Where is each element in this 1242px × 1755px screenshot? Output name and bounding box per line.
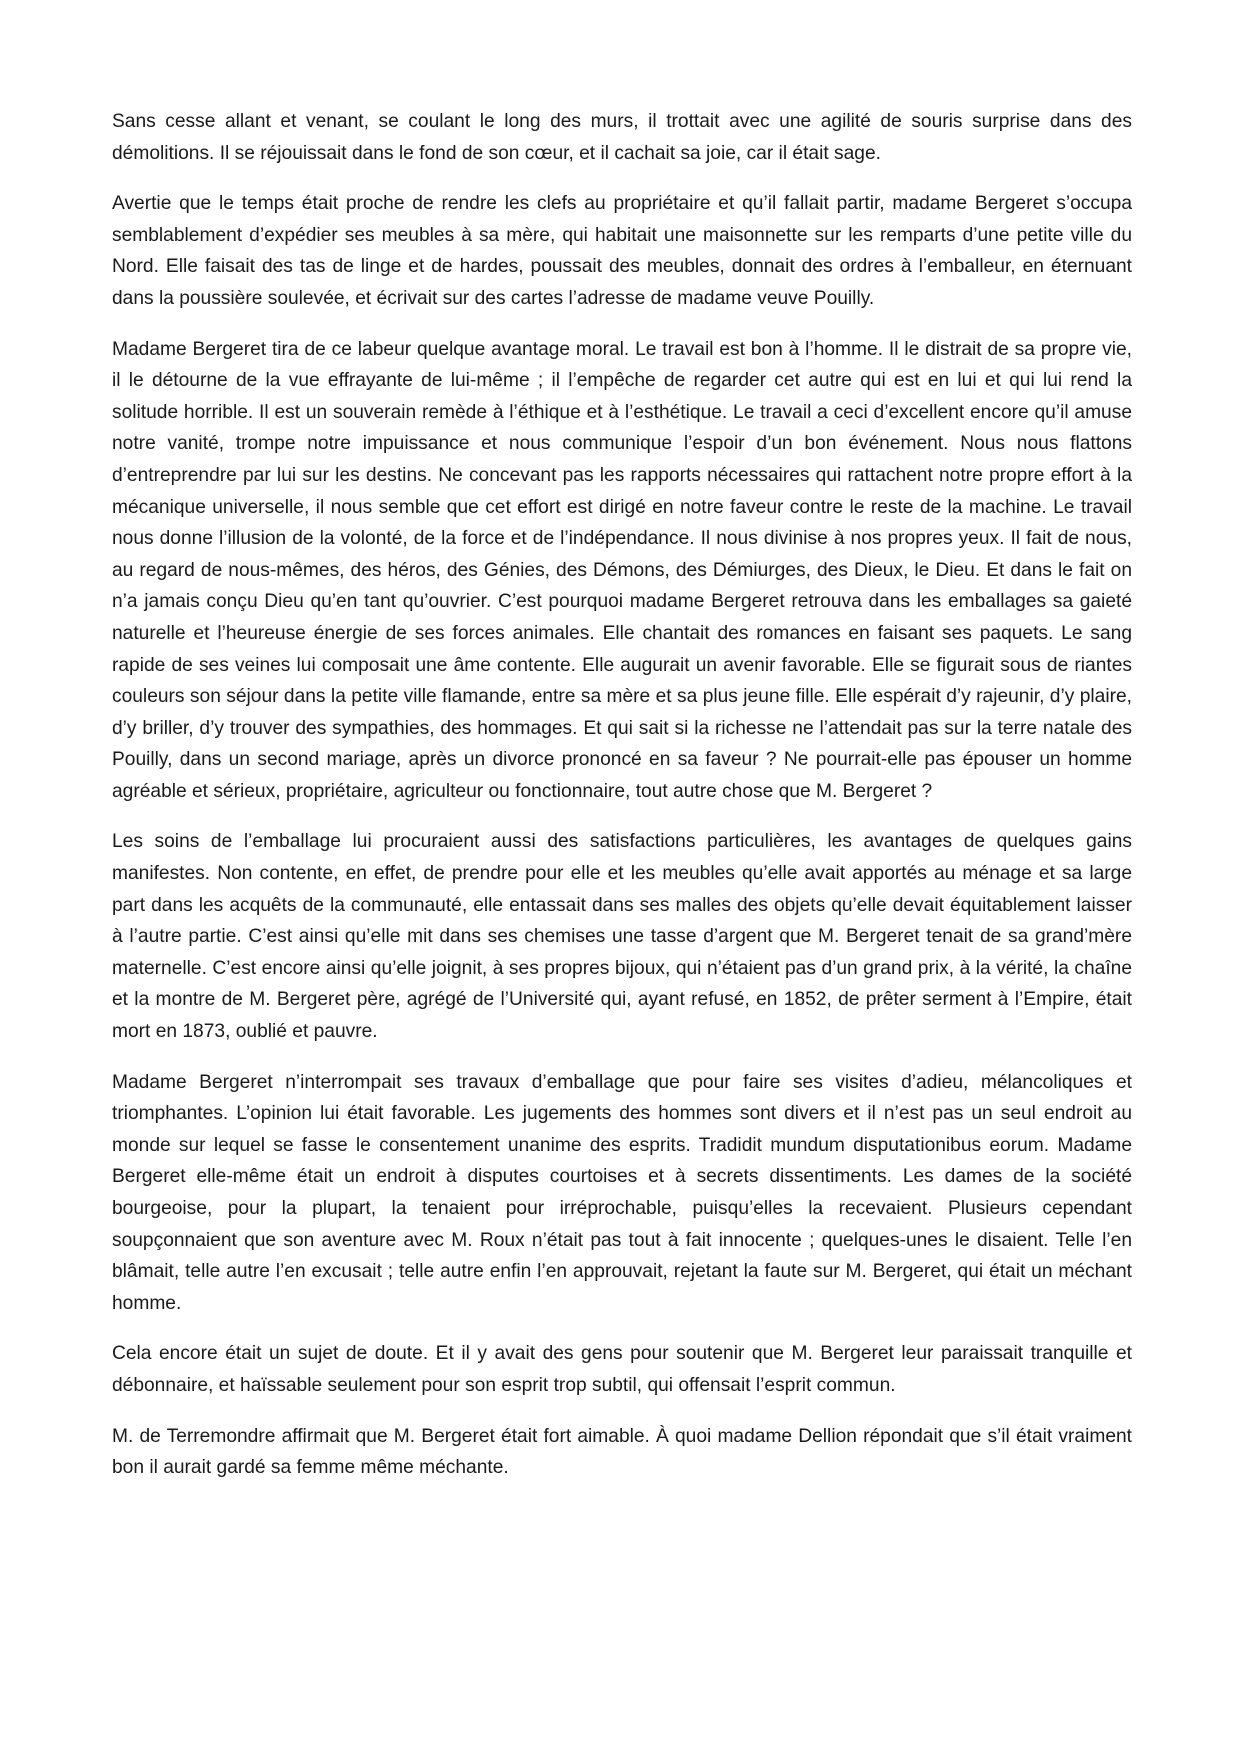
paragraph-6: Cela encore était un sujet de doute. Et il y avait des gens pour soutenir que M. Bergeret leur paraissait tranquille et débonnaire, et haïssable seulement pour son esprit trop subtil, qui offensait l’esprit commun. xyxy=(112,1343,1132,1396)
paragraph-2: Avertie que le temps était proche de rendre les clefs au propriétaire et qu’il fallait partir, madame Bergeret s’occupa semblablement d’expédier ses meubles à sa mère, qui habitait une maisonnette sur les remparts d’une petite ville du Nord. Elle faisait des tas de linge et de hardes, poussait des meubles, donnait des ordres à l’emballeur, en éternuant dans la poussière soulevée, et écrivait sur des cartes l’adresse de madame veuve Pouilly. xyxy=(112,193,1132,309)
paragraph-4: Les soins de l’emballage lui procuraient aussi des satisfactions particulières, les avantages de quelques gains manifestes. Non contente, en effet, de prendre pour elle et les meubles qu’elle avait apportés au ménage et sa large part dans les acquêts de la communauté, elle entassait dans ses malles des objets qu’elle devait équitablement laisser à l’autre partie. C’est ainsi qu’elle mit dans ses chemises une tasse d’argent que M. Bergeret tenait de sa grand’mère maternelle. C’est encore ainsi qu’elle joignit, à ses propres bijoux, qui n’étaient pas d’un grand prix, à la vérité, la chaîne et la montre de M. Bergeret père, agrégé de l’Université qui, ayant refusé, en 1852, de prêter serment à l’Empire, était mort en 1873, oublié et pauvre. xyxy=(112,831,1132,1043)
document-page xyxy=(112,106,1132,1503)
paragraph-5: Madame Bergeret n’interrompait ses travaux d’emballage que pour faire ses visites d’adieu, mélancoliques et triomphantes. L’opinion lui était favorable. Les jugements des hommes sont divers et il n’est pas un seul endroit au monde sur lequel se fasse le consentement unanime des esprits. Tradidit mundum disputationibus eorum. Madame Bergeret elle-même était un endroit à disputes courtoises et à secrets dissentiments. Les dames de la société bourgeoise, pour la plupart, la tenaient pour irréprochable, puisqu’elles la recevaient. Plusieurs cependant soupçonnaient que son aventure avec M. Roux n’était pas tout à fait innocente ; quelques-unes le disaient. Telle l’en blâmait, telle autre l’en excusait ; telle autre enfin l’en approuvait, rejetant la faute sur M. Bergeret, qui était un méchant homme. xyxy=(112,1071,1132,1314)
paragraph-7: M. de Terremondre affirmait que M. Bergeret était fort aimable. À quoi madame Dellion répondait que s’il était vraiment bon il aurait gardé sa femme même méchante. xyxy=(112,1425,1132,1479)
paragraph-3: Madame Bergeret tira de ce labeur quelque avantage moral. Le travail est bon à l’homme. Il le distrait de sa propre vie, il le détourne de la vue effrayante de lui-même ; il l’empêche de regarder cet autre qui est en lui et qui lui rend la solitude horrible. Il est un souverain remède à l’éthique et à l’esthétique. Le travail a ceci d’excellent encore qu’il amuse notre vanité, trompe notre impuissance et nous communique l’espoir d’un bon événement. Nous nous flattons d’entreprendre par lui sur les destins. Ne concevant pas les rapports nécessaires qui rattachent notre propre effort à la mécanique universelle, il nous semble que cet effort est dirigé en notre faveur contre le reste de la machine. Le travail nous donne l’illusion de la volonté, de la force et de l’indépendance. Il nous divinise à nos propres yeux. Il fait de nous, au regard de nous-mêmes, des héros, des Génies, des Démons, des Démiurges, des Dieux, le Dieu. Et dans le fait on n’a jamais conçu Dieu qu’en tant qu’ouvrier. C’est pourquoi madame Bergeret retrouva dans les emballages sa gaieté naturelle et l’heureuse énergie de ses forces animales. Elle chantait des romances en faisant ses paquets. Le sang rapide de ses veines lui composait une âme contente. Elle augurait un avenir favorable. Elle se figurait sous de riantes couleurs son séjour dans la petite ville flamande, entre sa mère et sa plus jeune fille. Elle espérait d’y rajeunir, d’y plaire, d’y briller, d’y trouver des sympathies, des hommages. Et qui sait si la richesse ne l’attendait pas sur la terre natale des Pouilly, dans un second mariage, après un divorce prononcé en sa faveur ? Ne pourrait-elle pas épouser un homme agréable et sérieux, propriétaire, agriculteur ou fonctionnaire, tout autre chose que M. Bergeret ? xyxy=(112,338,1132,802)
paragraph-1: Sans cesse allant et venant, se coulant le long des murs, il trottait avec une agilité de souris surprise dans des démolitions. Il se réjouissait dans le fond de son cœur, et il cachait sa joie, car il était sage. xyxy=(112,111,1132,164)
